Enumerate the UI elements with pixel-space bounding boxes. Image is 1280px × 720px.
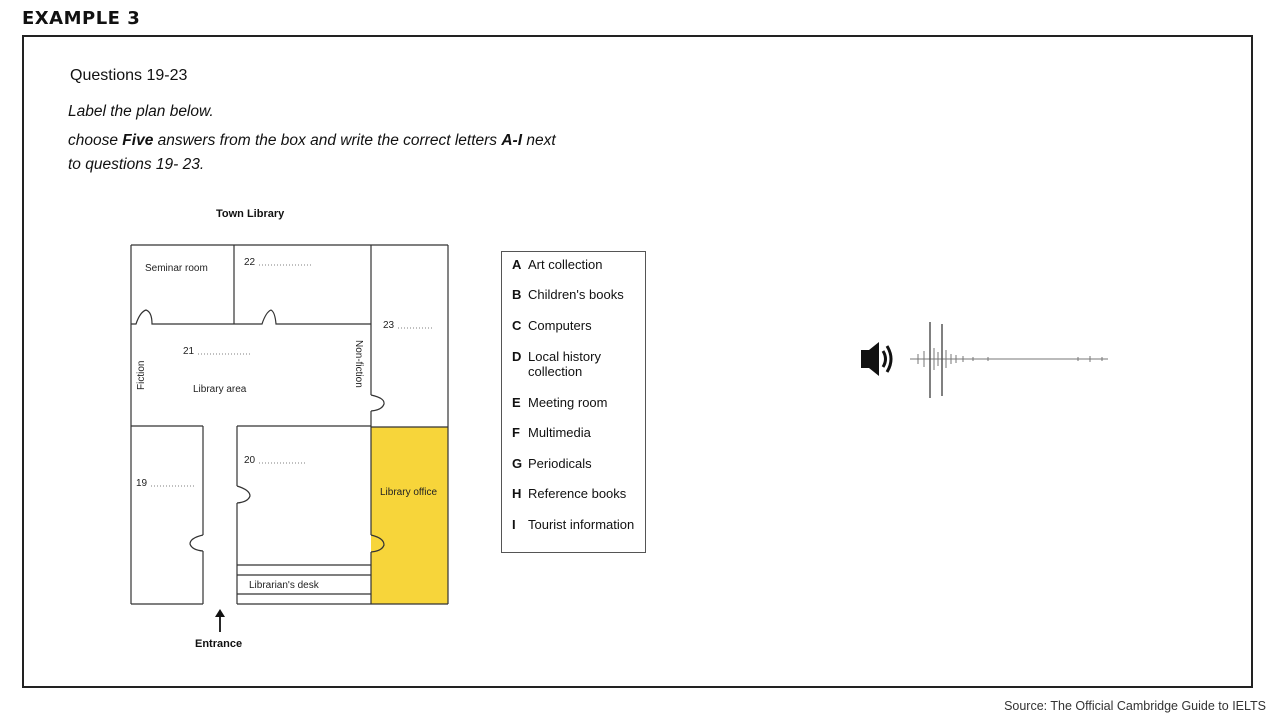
label-question-22: 22: [244, 257, 256, 268]
option-g: G Periodicals: [512, 456, 592, 471]
label-entrance: Entrance: [195, 638, 243, 650]
option-c: C Computers: [512, 318, 592, 333]
option-f: F Multimedia: [512, 425, 591, 440]
label-question-21: 21: [183, 346, 195, 357]
label-question-20: 20: [244, 455, 256, 466]
instruction-label: Label the plan below.: [68, 103, 214, 120]
waveform: [910, 322, 1108, 398]
option-e: E Meeting room: [512, 395, 608, 410]
option-b: B Children's books: [512, 287, 624, 302]
source-credit: Source: The Official Cambridge Guide to IELTS: [1004, 699, 1266, 713]
option-d: D Local history collection: [512, 349, 601, 379]
instruction-choose: choose Five answers from the box and write the correct letters A-I next: [68, 132, 556, 149]
option-a: A Art collection: [512, 257, 603, 272]
entrance-arrow-icon: [215, 609, 225, 632]
answer-options-box: [501, 251, 646, 553]
label-librarians-desk: Librarian's desk: [249, 580, 319, 591]
audio-player[interactable]: [858, 318, 1113, 408]
label-seminar-room: Seminar room: [145, 263, 208, 274]
plan-title: Town Library: [216, 208, 285, 220]
option-h: H Reference books: [512, 486, 627, 501]
option-i: I Tourist information: [512, 517, 635, 532]
label-question-23: 23: [383, 320, 395, 331]
label-fiction: Fiction: [136, 360, 147, 390]
speaker-icon[interactable]: [858, 318, 1113, 403]
instruction-questions: to questions 19- 23.: [68, 156, 205, 173]
label-library-office: Library office: [380, 487, 438, 498]
library-office-area: [371, 427, 448, 604]
page-heading: EXAMPLE 3: [22, 8, 141, 29]
label-library-area: Library area: [193, 384, 247, 395]
label-question-19: 19: [136, 478, 148, 489]
label-non-fiction: Non-fiction: [353, 340, 364, 388]
questions-title: Questions 19-23: [70, 67, 188, 84]
